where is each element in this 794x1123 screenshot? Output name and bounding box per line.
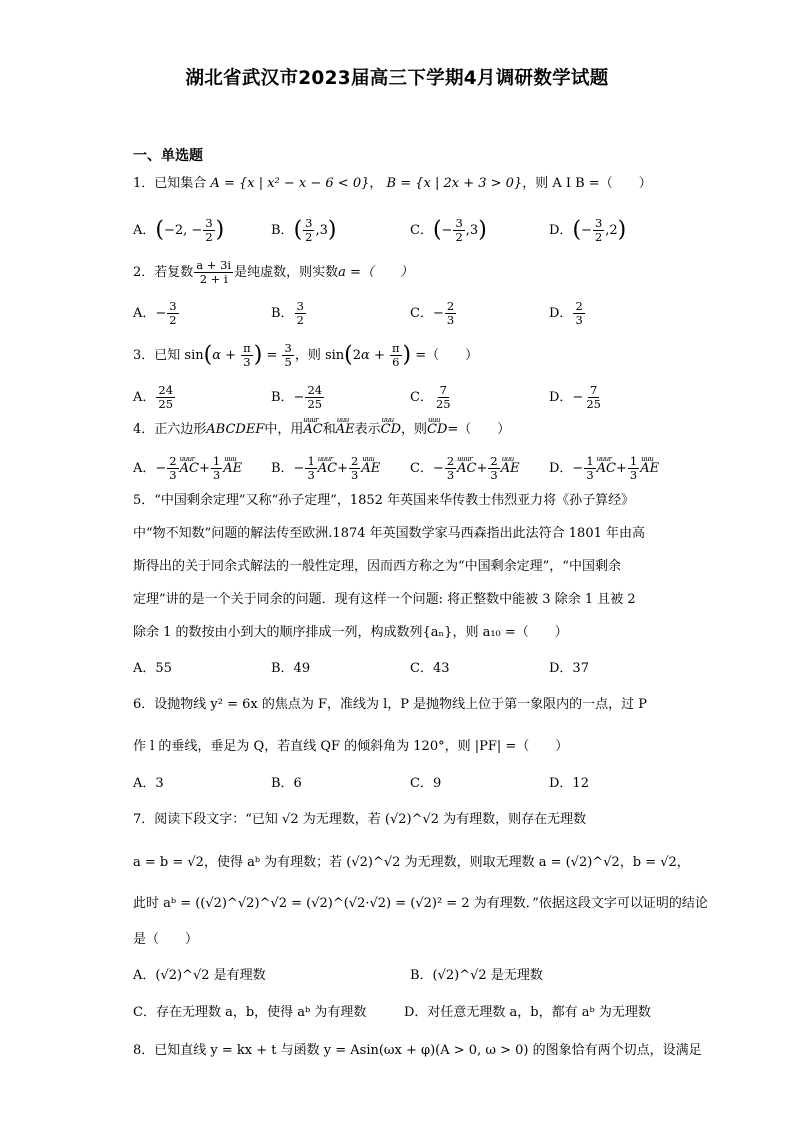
section-heading: 一、单选题 (133, 148, 203, 164)
question-3-stem: 3．已知 sin(α + $\frac{\pi}{3}$ ) = $\frac{3}{5}$ ，则 sin(2α + $\frac{\pi}{6}$ ) =（ ） (133, 341, 479, 369)
q4-option-b: B．− $\frac{1}{3}$ uuur AC+ $\frac{2}{3}$ uuu AE (271, 455, 380, 482)
question-7-line: 是（ ） (133, 932, 199, 947)
question-5-line: 定理”讲的是一个关于同余的问题．现有这样一个问题: 将正整数中能被 3 除余 1 且被 2 (133, 592, 636, 607)
q6-option-d: D．12 (549, 776, 589, 791)
q7-option-c: C．存在无理数 a，b，使得 aᵇ 为有理数 (133, 1005, 367, 1020)
q6-option-c: C．9 (410, 776, 442, 791)
q7-option-a: A．(√2)^√2 是有理数 (133, 968, 266, 983)
q2-option-a: A．− $\frac{3}{2}$ (133, 299, 177, 327)
question-5-line: 除余 1 的数按由小到大的顺序排成一列，构成数列{aₙ}，则 a₁₀ =（ ） (133, 625, 568, 640)
q4-option-a: A．− $\frac{2}{3}$ uuur AC+ $\frac{1}{3}$ uuu AE (133, 455, 242, 482)
question-1-stem: 1．已知集合 A = {x | x² − x − 6 < 0}， B = {x | 2x + 3 > 0}，则 A I B =（ ） (133, 176, 652, 191)
q3-option-b: B．− $\frac{24}{25}$ (271, 383, 323, 411)
q1-option-c: C．(− $\frac{3}{2}$ ,3) (410, 216, 487, 244)
q5-option-d: D．37 (549, 661, 589, 676)
question-6-line: 6．设抛物线 y² = 6x 的焦点为 F，准线为 l，P 是抛物线上位于第一象限内的一点，过 P (133, 697, 648, 712)
question-7-line: a = b = √2，使得 aᵇ 为有理数；若 (√2)^√2 为无理数，则取无理数 a = (√2)^√2，b = √2， (133, 855, 690, 870)
q4-option-c: C．− $\frac{2}{3}$ uuur AC+ $\frac{2}{3}$ uuu AE (410, 455, 520, 482)
question-7-line: 此时 aᵇ = ((√2)^√2)^√2 = (√2)^(√2·√2) = (√2)² = 2 为有理数．”依据这段文字可以证明的结论 (133, 896, 708, 911)
set-a: A = {x | x² − x − 6 < 0} (210, 176, 370, 191)
q5-option-c: C．43 (410, 661, 450, 676)
question-5-line: 斯得出的关于同余式解法的一般性定理，因而西方称之为“中国剩余定理”，“中国剩余 (133, 559, 621, 574)
q6-option-a: A．3 (133, 776, 164, 791)
q2-option-c: C．− $\frac{2}{3}$ (410, 299, 455, 327)
question-6-line: 作 l 的垂线，垂足为 Q，若直线 QF 的倾斜角为 120°，则 |PF| =（ ） (133, 739, 569, 754)
q4-option-d: D．− $\frac{1}{3}$ uuur AC+ $\frac{1}{3}$ uuu AE (549, 455, 659, 482)
q3-option-c: C． $\frac{7}{25}$ (410, 383, 451, 411)
page-title: 湖北省武汉市2023届高三下学期4月调研数学试题 (185, 68, 609, 89)
q7-option-d: D．对任意无理数 a，b，都有 aᵇ 为无理数 (404, 1005, 651, 1020)
q6-option-b: B．6 (271, 776, 302, 791)
q2-option-d: D． $\frac{2}{3}$ (549, 299, 583, 327)
question-5-line: 中“物不知数”问题的解法传至欧洲.1874 年英国数学家马西森指出此法符合 1801 年由高 (133, 526, 645, 541)
q1-option-a: A．(−2, − $\frac{3}{2}$ ) (133, 216, 225, 244)
q2-option-b: B． $\frac{3}{2}$ (271, 299, 304, 327)
q3-option-a: A． $\frac{24}{25}$ (133, 383, 174, 411)
question-7-line: 7．阅读下段文字：“已知 √2 为无理数，若 (√2)^√2 为有理数，则存在无理数 (133, 812, 587, 827)
q3-option-d: D．− $\frac{7}{25}$ (549, 383, 601, 411)
set-b: B = {x | 2x + 3 > 0} (386, 176, 523, 191)
q1-option-b: B．( $\frac{3}{2}$ ,3) (271, 216, 337, 244)
q5-option-a: A．55 (133, 661, 172, 676)
question-5-line: 5．“中国剩余定理”又称“孙子定理”，1852 年英国来华传教士伟烈亚力将《孙子算经》 (133, 493, 635, 508)
question-4-stem: 4．正六边形ABCDEF中，用uuur AC和uuu AE表示uuu CD，则uuu CD=（ ） (133, 421, 510, 439)
question-8-line: 8．已知直线 y = kx + t 与函数 y = Asin(ωx + φ)(A > 0, ω > 0) 的图象恰有两个切点，设满足 (133, 1043, 702, 1058)
q5-option-b: B．49 (271, 661, 311, 676)
question-2-stem: 2．若复数 $\frac{a + 3i}{2 + i}$ 是纯虚数，则实数a =（ ） (133, 258, 413, 286)
q7-option-b: B．(√2)^√2 是无理数 (410, 968, 543, 983)
q1-option-d: D．(− $\frac{3}{2}$ ,2) (549, 216, 627, 244)
